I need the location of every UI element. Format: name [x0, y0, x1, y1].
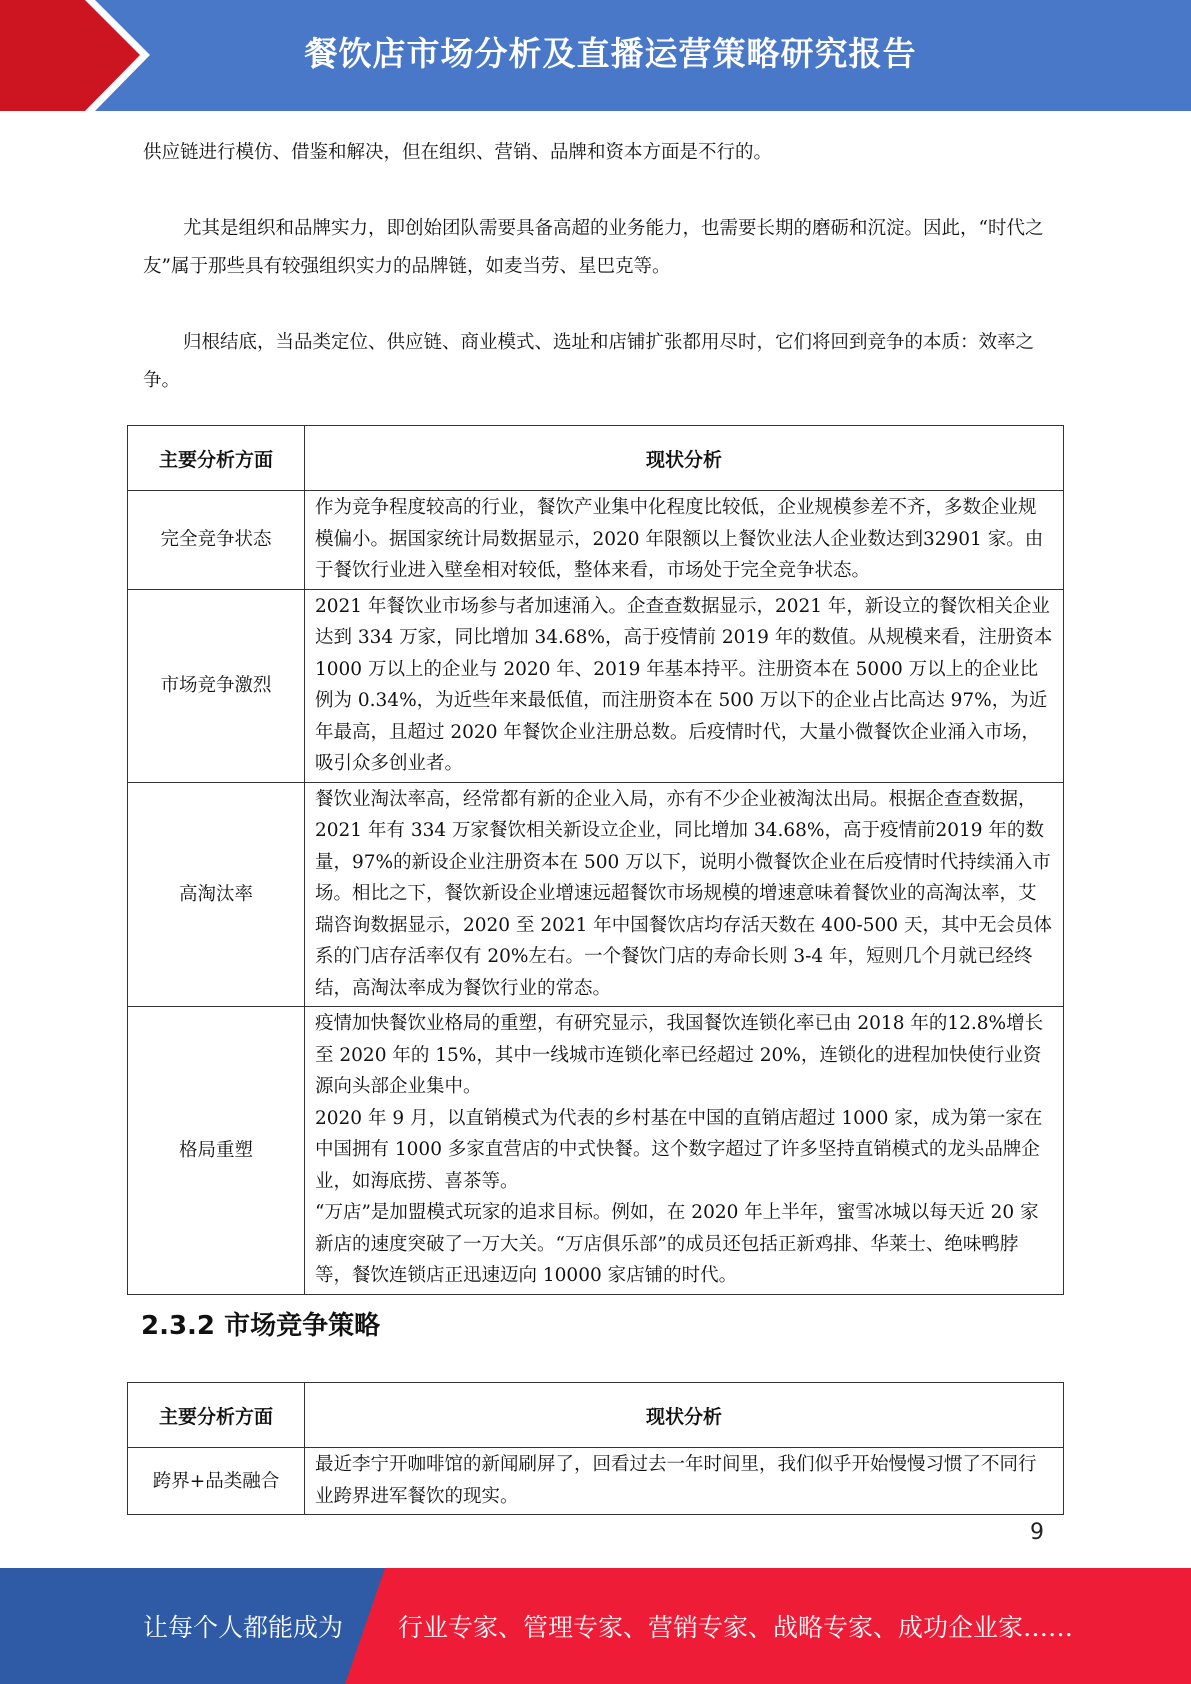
paragraph-1: 供应链进行模仿、借鉴和解决，但在组织、营销、品牌和资本方面是不行的。 [143, 142, 773, 163]
header-aspect: 主要分析方面 [128, 1383, 305, 1448]
table-row [128, 782, 1064, 1007]
footer-slogan-left: 让每个人都能成为 [143, 1613, 344, 1642]
table-header-row [128, 1383, 1064, 1448]
row-aspect: 高淘汰率 [128, 782, 305, 1007]
page-header [0, 0, 1191, 111]
row-analysis: 作为竞争程度较高的行业，餐饮产业集中化程度比较低，企业规模参差不齐，多数企业规模偏小。据国家统计局数据显示，2020 年限额以上餐饮业法人企业数达到32901 家。由于餐饮行业进入壁垒相对较低，整体来看，市场处于完全竞争状态。 [305, 491, 1064, 590]
row-analysis: 餐饮业淘汰率高，经常都有新的企业入局，亦有不少企业被淘汰出局。根据企查查数据，2021 年有 334 万家餐饮相关新设立企业，同比增加 34.68%，高于疫情前2019 年的数量，97%的新设企业注册资本在 500 万以下，说明小微餐饮企业在后疫情时代持续涌入市场。相比之下，餐饮新设企业增速远超餐饮市场规模的增速意味着餐饮业的高淘汰率，艾瑞咨询数据显示，2020 至 2021 年中国餐饮店均存活天数在 400-500 天，其中无会员体系的门店存活率仅有 20%左右。一个餐饮门店的寿命长则 3-4 年，短则几个月就已经终结，高淘汰率成为餐饮行业的常态。 [305, 782, 1064, 1007]
report-title: 餐饮店市场分析及直播运营策略研究报告 [304, 34, 917, 73]
row-analysis: 2021 年餐饮业市场参与者加速涌入。企查查数据显示，2021 年，新设立的餐饮相关企业达到 334 万家，同比增加 34.68%，高于疫情前 2019 年的数值。从规模来看，注册资本 1000 万以上的企业与 2020 年、2019 年基本持平。注册资本在 5000 万以上的企业比例为 0.34%，为近些年来最低值，而注册资本在 500 万以下的企业占比高达 97%，为近年最高，且超过 2020 年餐饮企业注册总数。后疫情时代，大量小微餐饮企业涌入市场，吸引众多创业者。 [305, 589, 1064, 782]
table-row [128, 491, 1064, 590]
row-aspect: 跨界+品类融合 [128, 1448, 305, 1515]
table-row [128, 589, 1064, 782]
paragraph-3: 归根结底，当品类定位、供应链、商业模式、选址和店铺扩张都用尽时，它们将回到竞争的本质：效率之争。 [143, 332, 1035, 391]
section-heading: 2.3.2 市场竞争策略 [141, 1311, 381, 1341]
header-aspect: 主要分析方面 [128, 426, 305, 491]
footer-slogan-right: 行业专家、管理专家、营销专家、战略专家、成功企业家…… [398, 1613, 1074, 1642]
row-aspect: 市场竞争激烈 [128, 589, 305, 782]
strategy-analysis-table [127, 1382, 1064, 1515]
header-analysis: 现状分析 [305, 1383, 1064, 1448]
row-analysis: 最近李宁开咖啡馆的新闻刷屏了，回看过去一年时间里，我们似乎开始慢慢习惯了不同行业跨界进军餐饮的现实。 [305, 1448, 1064, 1515]
table-row [128, 1007, 1064, 1295]
table-header-row [128, 426, 1064, 491]
page-footer [0, 1568, 1191, 1684]
status-analysis-table [127, 425, 1064, 1295]
table-row [128, 1448, 1064, 1515]
paragraph-2: 尤其是组织和品牌实力，即创始团队需要具备高超的业务能力，也需要长期的磨砺和沉淀。因此，“时代之友”属于那些具有较强组织实力的品牌链，如麦当劳、星巴克等。 [143, 218, 1044, 277]
header-analysis: 现状分析 [305, 426, 1064, 491]
row-aspect: 格局重塑 [128, 1007, 305, 1295]
row-analysis: 疫情加快餐饮业格局的重塑，有研究显示，我国餐饮连锁化率已由 2018 年的12.8%增长至 2020 年的 15%，其中一线城市连锁化率已经超过 20%，连锁化的进程加快使行业资源向头部企业集中。 2020 年 9 月，以直销模式为代表的乡村基在中国的直销店超过 1000 家，成为第一家在中国拥有 1000 多家直营店的中式快餐。这个数字超过了许多坚持直销模式的龙头品牌企业，如海底捞、喜茶等。 “万店”是加盟模式玩家的追求目标。例如，在 2020 年上半年，蜜雪冰城以每天近 20 家新店的速度突破了一万大关。“万店俱乐部”的成员还包括正新鸡排、华莱士、绝味鸭脖等，餐饮连锁店正迅速迈向 10000 家店铺的时代。 [305, 1007, 1064, 1295]
page-number: 9 [1030, 1520, 1044, 1545]
row-aspect: 完全竞争状态 [128, 491, 305, 590]
